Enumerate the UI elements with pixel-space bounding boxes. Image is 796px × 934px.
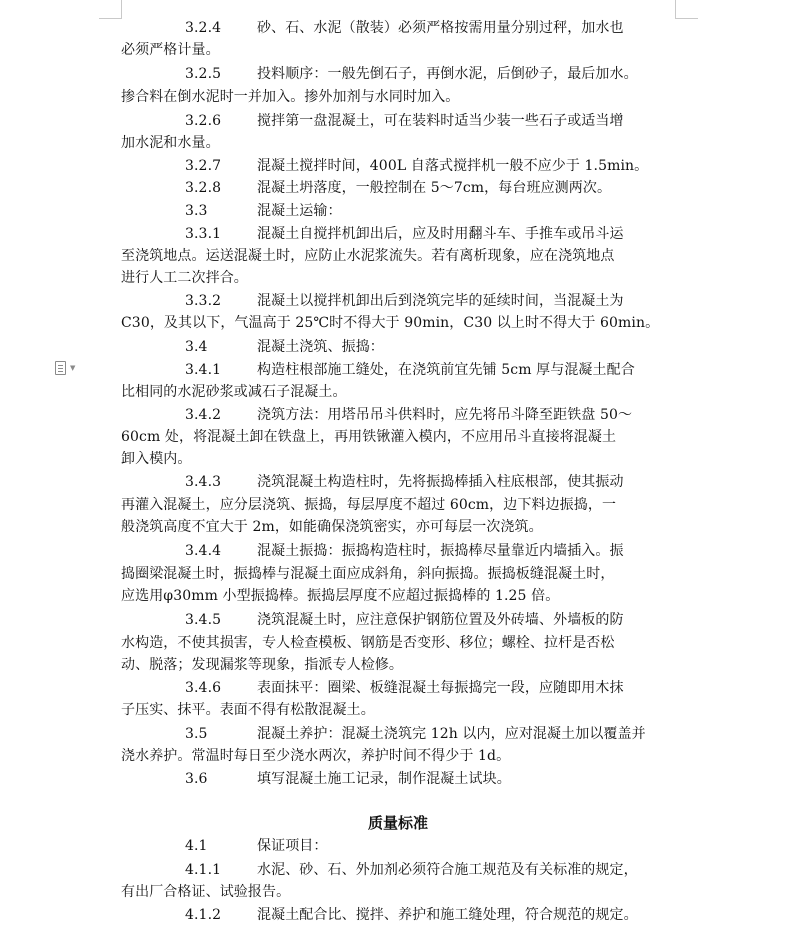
paragraph-text: 捣圈梁混凝土时，振捣棒与混凝土面应成斜角，斜向振捣。振捣板缝混凝土时， bbox=[121, 566, 615, 582]
paragraph-text: 浇筑混凝土构造柱时，先将振捣棒插入柱底根部，使其振动 bbox=[257, 474, 624, 490]
clause-number: 3.6 bbox=[185, 771, 208, 787]
paragraph-text: 有出厂合格证、试验报告。 bbox=[121, 884, 291, 900]
paragraph-text: 搅拌第一盘混凝土，可在装料时适当少装一些石子或适当增 bbox=[257, 113, 624, 129]
clause-number: 3.4.1 bbox=[185, 362, 222, 378]
numbered-paragraph-line bbox=[121, 111, 624, 131]
clause-number: 3.4.3 bbox=[185, 474, 222, 490]
numbered-paragraph-line bbox=[121, 541, 624, 561]
paragraph-text: 必须严格计量。 bbox=[121, 42, 220, 58]
clause-number: 4.1 bbox=[185, 838, 208, 854]
clause-number: 3.5 bbox=[185, 726, 208, 742]
clause-number: 3.4.4 bbox=[185, 543, 222, 559]
paragraph-text: 再灌入混凝土，应分层浇筑、振捣，每层厚度不超过 60cm，边下料边振捣，一 bbox=[121, 497, 617, 513]
paragraph-text: 混凝土搅拌时间，400L 自落式搅拌机一般不应少于 1.5min。 bbox=[257, 158, 649, 174]
paragraph-continuation-line bbox=[121, 633, 615, 653]
numbered-paragraph-line bbox=[121, 64, 638, 84]
clause-number: 3.4 bbox=[185, 339, 208, 355]
paragraph-continuation-line bbox=[121, 882, 290, 902]
paragraph-text: 混凝土自搅拌机卸出后，应及时用翻斗车、手推车或吊斗运 bbox=[257, 226, 624, 242]
paragraph-text: 浇水养护。常温时每日至少浇水两次，养护时间不得少于 1d。 bbox=[121, 748, 511, 764]
paragraph-continuation-line bbox=[121, 564, 615, 584]
paragraph-continuation-line bbox=[121, 133, 220, 153]
paragraph-text: 混凝土配合比、搅拌、养护和施工缝处理，符合规范的规定。 bbox=[257, 907, 638, 923]
paragraph-continuation-line bbox=[121, 246, 615, 266]
paragraph-text: 填写混凝土施工记录，制作混凝土试块。 bbox=[257, 771, 511, 787]
paragraph-text: 应选用φ30mm 小型振捣棒。振捣层厚度不应超过振捣棒的 1.25 倍。 bbox=[121, 588, 560, 604]
paragraph-menu-icon[interactable]: ▼ bbox=[55, 361, 77, 375]
numbered-paragraph-line bbox=[121, 610, 624, 630]
paragraph-continuation-line bbox=[121, 40, 220, 60]
clause-number: 4.1.1 bbox=[185, 862, 222, 878]
paragraph-text: 至浇筑地点。运送混凝土时，应防止水泥浆流失。若有离析现象，应在浇筑地点 bbox=[121, 248, 615, 264]
paragraph-continuation-line bbox=[121, 427, 616, 447]
paragraph-continuation-line bbox=[121, 586, 559, 606]
paragraph-text: 表面抹平：圈梁、板缝混凝土每振捣完一段，应随即用木抹 bbox=[257, 680, 624, 696]
clause-number: 4.1.2 bbox=[185, 907, 222, 923]
paragraph-continuation-line bbox=[121, 655, 403, 675]
page-corner-mark-right bbox=[675, 18, 698, 19]
paragraph-continuation-line bbox=[121, 746, 510, 766]
paragraph-text: 动、脱落；发现漏浆等现象，指派专人检修。 bbox=[121, 657, 403, 673]
clause-number: 3.4.2 bbox=[185, 407, 222, 423]
numbered-paragraph-line bbox=[121, 18, 624, 38]
numbered-paragraph-line bbox=[121, 178, 611, 198]
clause-number: 3.2.5 bbox=[185, 66, 222, 82]
clause-number: 3.3.2 bbox=[185, 293, 222, 309]
paragraph-continuation-line bbox=[121, 382, 347, 402]
numbered-paragraph-line bbox=[121, 905, 638, 925]
clause-number: 3.3.1 bbox=[185, 226, 222, 242]
paragraph-text: 水构造，不使其损害，专人检查模板、钢筋是否变形、移位；螺栓、拉杆是否松 bbox=[121, 635, 615, 651]
numbered-paragraph-line bbox=[121, 201, 342, 221]
numbered-paragraph-line bbox=[121, 724, 646, 744]
clause-number: 3.2.8 bbox=[185, 180, 222, 196]
paragraph-continuation-line bbox=[121, 313, 659, 333]
numbered-paragraph-line bbox=[121, 678, 624, 698]
paragraph-text: 砂、石、水泥（散装）必须严格按需用量分别过秤，加水也 bbox=[257, 20, 624, 36]
paragraph-text: 浇筑混凝土时，应注意保护钢筋位置及外砖墙、外墙板的防 bbox=[257, 612, 624, 628]
numbered-paragraph-line bbox=[121, 860, 638, 880]
paragraph-text: 混凝土养护：混凝土浇筑完 12h 以内，应对混凝土加以覆盖并 bbox=[257, 726, 646, 742]
numbered-paragraph-line bbox=[121, 472, 624, 492]
clause-number: 3.4.5 bbox=[185, 612, 222, 628]
paragraph-text: 进行人工二次拌合。 bbox=[121, 270, 248, 286]
numbered-paragraph-line bbox=[121, 291, 624, 311]
paragraph-text: 加水泥和水量。 bbox=[121, 135, 220, 151]
paragraph-text: 混凝土以搅拌机卸出后到浇筑完毕的延续时间，当混凝土为 bbox=[257, 293, 624, 309]
paragraph-text: 混凝土振捣：振捣构造柱时，振捣棒尽量靠近内墙插入。振 bbox=[257, 543, 624, 559]
paragraph-text: C30，及其以下，气温高于 25℃时不得大于 90min，C30 以上时不得大于 60min。 bbox=[121, 315, 660, 331]
paragraph-text: 保证项目： bbox=[257, 838, 328, 854]
paragraph-text: 混凝土浇筑、振捣： bbox=[257, 339, 384, 355]
paragraph-text: 般浇筑高度不宜大于 2m，如能确保浇筑密实，亦可每层一次浇筑。 bbox=[121, 519, 543, 535]
paragraph-text: 水泥、砂、石、外加剂必须符合施工规范及有关标准的规定， bbox=[257, 862, 638, 878]
clause-number: 3.4.6 bbox=[185, 680, 222, 696]
clause-number: 3.2.7 bbox=[185, 158, 222, 174]
paragraph-continuation-line bbox=[121, 449, 192, 469]
paragraph-text: 比相同的水泥砂浆或减石子混凝土。 bbox=[121, 384, 347, 400]
numbered-paragraph-line bbox=[121, 224, 624, 244]
paragraph-text: 构造柱根部施工缝处，在浇筑前宜先铺 5cm 厚与混凝土配合 bbox=[257, 362, 635, 378]
clause-number: 3.3 bbox=[185, 203, 208, 219]
paragraph-text: 卸入模内。 bbox=[121, 451, 192, 467]
numbered-paragraph-line bbox=[121, 405, 632, 425]
paragraph-continuation-line bbox=[121, 495, 616, 515]
paragraph-continuation-line bbox=[121, 700, 375, 720]
numbered-paragraph-line bbox=[121, 337, 384, 357]
paragraph-text: 60cm 处，将混凝土卸在铁盘上，再用铁锹灌入模内，不应用吊斗直接将混凝土 bbox=[121, 429, 617, 445]
paragraph-continuation-line bbox=[121, 517, 543, 537]
page-corner-mark-left bbox=[99, 18, 122, 19]
paragraph-text: 掺合料在倒水泥时一并加入。掺外加剂与水同时加入。 bbox=[121, 89, 460, 105]
paragraph-continuation-line bbox=[121, 268, 248, 288]
paragraph-text: 浇筑方法：用塔吊吊斗供料时，应先将吊斗降至距铁盘 50～ bbox=[257, 407, 633, 423]
paragraph-text: 混凝土坍落度，一般控制在 5～7cm，每台班应测两次。 bbox=[257, 180, 612, 196]
numbered-paragraph-line bbox=[121, 360, 635, 380]
paragraph-text: 混凝土运输： bbox=[257, 203, 342, 219]
paragraph-continuation-line bbox=[121, 87, 459, 107]
clause-number: 3.2.4 bbox=[185, 20, 222, 36]
numbered-paragraph-line bbox=[121, 769, 511, 789]
clause-number: 3.2.6 bbox=[185, 113, 222, 129]
numbered-paragraph-line bbox=[121, 156, 648, 176]
paragraph-text: 子压实、抹平。表面不得有松散混凝土。 bbox=[121, 702, 375, 718]
paragraph-text: 投料顺序：一般先倒石子，再倒水泥，后倒砂子，最后加水。 bbox=[257, 66, 638, 82]
section-heading: 质量标准 bbox=[367, 814, 428, 832]
page-corner-mark-right bbox=[675, 0, 676, 19]
page-corner-mark-left bbox=[121, 0, 122, 19]
numbered-paragraph-line bbox=[121, 836, 328, 856]
